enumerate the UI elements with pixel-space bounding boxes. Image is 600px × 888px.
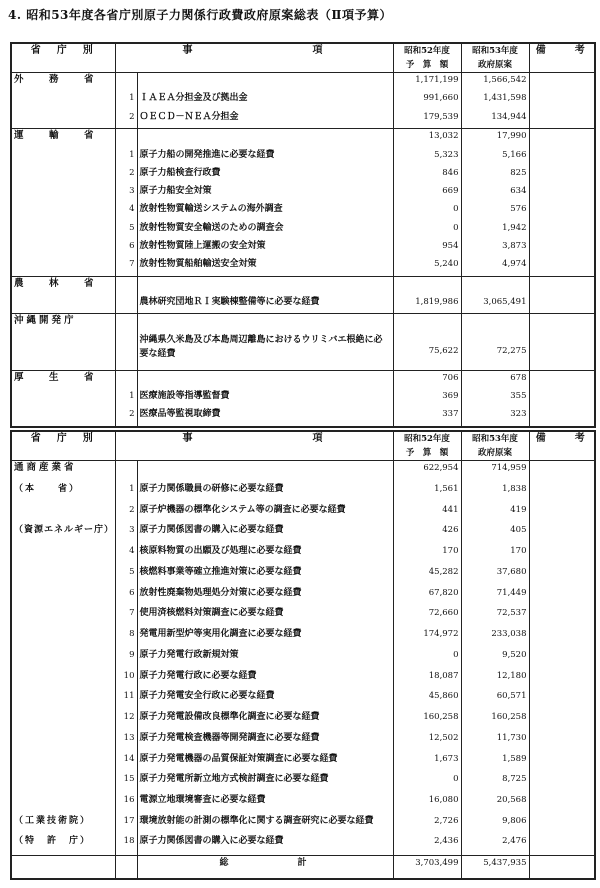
item-no: 5: [115, 565, 137, 586]
item-name: 原子力関係図書の購入に必要な経費: [137, 523, 393, 544]
item-y52: 991,660: [393, 91, 461, 109]
header-ministry: 省 庁 別: [11, 43, 115, 73]
item-name: 放射性物質安全輸送のための調査会: [137, 221, 393, 239]
table-row: [11, 148, 595, 166]
item-y53: 20,568: [461, 793, 529, 814]
table-row: [11, 710, 595, 731]
item-y52: 369: [393, 389, 461, 407]
item-no: 17: [115, 814, 137, 835]
item-name: 農林研究団地ＲＩ実験棟整備等に必要な経費: [137, 295, 393, 314]
table-row: [11, 407, 595, 427]
item-y52: 426: [393, 523, 461, 544]
ministry-label: 厚 生 省: [11, 370, 115, 389]
item-no: 2: [115, 110, 137, 129]
item-no: 2: [115, 407, 137, 427]
section-total-row: [11, 461, 595, 482]
total-y53: 678: [461, 370, 529, 389]
item-y53: 5,166: [461, 148, 529, 166]
item-name: 原子炉機器の標準化システム等の調査に必要な経費: [137, 503, 393, 524]
table-row: [11, 731, 595, 752]
item-y52: 441: [393, 503, 461, 524]
item-y52: 669: [393, 184, 461, 202]
header-ministry: 省 庁 別: [11, 431, 115, 461]
item-y52: 2,436: [393, 834, 461, 855]
table-row: [11, 239, 595, 257]
item-name: 沖縄県久米島及び本島周辺離島におけるウリミバエ根絶に必要な経費: [137, 333, 393, 370]
header-notes: 備 考: [529, 431, 595, 461]
total-y52: 706: [393, 370, 461, 389]
section-total-row: [11, 276, 595, 295]
item-no: 14: [115, 752, 137, 773]
table-row: [11, 257, 595, 276]
item-y53: 634: [461, 184, 529, 202]
total-y52: 622,954: [393, 461, 461, 482]
item-name: 環境放射能の計測の標準化に関する調査研究に必要な経費: [137, 814, 393, 835]
item-name: 原子力発電安全行政に必要な経費: [137, 689, 393, 710]
item-name: 原子力発電所新立地方式検討調査に必要な経費: [137, 772, 393, 793]
item-y53: 323: [461, 407, 529, 427]
item-no: 12: [115, 710, 137, 731]
page-title: 4. 昭和53年度各省庁別原子力関係行政費政府原案総表（Ⅱ項予算）: [8, 8, 393, 22]
item-name: ＯＥＣＤ－ＮＥＡ分担金: [137, 110, 393, 129]
total-y53: 714,959: [461, 461, 529, 482]
item-y53: 355: [461, 389, 529, 407]
item-no: 7: [115, 257, 137, 276]
table-row: [11, 669, 595, 690]
item-y52: 170: [393, 544, 461, 565]
item-y53: 1,589: [461, 752, 529, 773]
item-y52: 45,860: [393, 689, 461, 710]
item-no: 13: [115, 731, 137, 752]
ministry-label: 運 輸 省: [11, 129, 115, 148]
grand-total-label: 総 計: [137, 856, 393, 879]
ministry-label: 沖縄開発庁: [11, 314, 115, 333]
ministry-label: 農 林 省: [11, 276, 115, 295]
item-y53: 8,725: [461, 772, 529, 793]
item-name: 放射性廃棄物処理処分対策に必要な経費: [137, 586, 393, 607]
item-y53: 134,944: [461, 110, 529, 129]
item-y53: 37,680: [461, 565, 529, 586]
item-name: 原子力発電行政新規対策: [137, 648, 393, 669]
item-y53: 72,275: [461, 333, 529, 370]
table-row: [11, 565, 595, 586]
item-no: 15: [115, 772, 137, 793]
item-name: 電源立地環境審査に必要な経費: [137, 793, 393, 814]
item-name: 原子力関係職員の研修に必要な経費: [137, 482, 393, 503]
item-name: 医療品等監視取締費: [137, 407, 393, 427]
table-row: [11, 503, 595, 524]
item-name: 放射性物質陸上運搬の安全対策: [137, 239, 393, 257]
item-no: 10: [115, 669, 137, 690]
item-no: 5: [115, 221, 137, 239]
sub-label-shigen: （資源エネルギー庁）: [11, 523, 115, 564]
item-no: 1: [115, 91, 137, 109]
item-y53: 72,537: [461, 606, 529, 627]
table-row: [11, 793, 595, 814]
total-y53: 1,566,542: [461, 73, 529, 92]
item-no: 4: [115, 202, 137, 220]
item-y53: 1,431,598: [461, 91, 529, 109]
table-row: [11, 295, 595, 314]
item-no: 7: [115, 606, 137, 627]
item-no: 4: [115, 544, 137, 565]
item-no: 1: [115, 148, 137, 166]
item-y52: 1,673: [393, 752, 461, 773]
item-y53: 9,806: [461, 814, 529, 835]
table-row: [11, 333, 595, 370]
header-item: 事 項: [115, 431, 393, 461]
item-no: 9: [115, 648, 137, 669]
ministry-label: 外 務 省: [11, 73, 115, 92]
ministry-label: 通商産業省: [11, 461, 115, 482]
table-row: [11, 221, 595, 239]
item-name: 原子力関係図書の購入に必要な経費: [137, 834, 393, 855]
item-y53: 4,974: [461, 257, 529, 276]
item-name: 放射性物質船舶輸送安全対策: [137, 257, 393, 276]
item-y52: 1,819,986: [393, 295, 461, 314]
item-name: 医療施設等指導監督費: [137, 389, 393, 407]
item-y52: 160,258: [393, 710, 461, 731]
section-total-row: [11, 314, 595, 333]
item-name: 原子力船検査行政費: [137, 166, 393, 184]
section-total-row: [11, 73, 595, 92]
item-y53: 170: [461, 544, 529, 565]
item-no: 18: [115, 834, 137, 855]
item-y52: 45,282: [393, 565, 461, 586]
item-y53: 9,520: [461, 648, 529, 669]
table-row: [11, 606, 595, 627]
table-row: [11, 752, 595, 773]
item-y53: 419: [461, 503, 529, 524]
item-no: 6: [115, 239, 137, 257]
item-y52: 0: [393, 772, 461, 793]
budget-table-part2: [10, 430, 596, 880]
sub-label-kogyo: （工業技術院）: [11, 814, 115, 835]
item-y53: 825: [461, 166, 529, 184]
item-name: 原子力発電検査機器等開発調査に必要な経費: [137, 731, 393, 752]
sub-label-honsho: （本 省）: [11, 482, 115, 503]
item-name: 原子力発電行政に必要な経費: [137, 669, 393, 690]
item-name: 発電用新型炉等実用化調査に必要な経費: [137, 627, 393, 648]
item-y52: 5,240: [393, 257, 461, 276]
item-y53: 3,873: [461, 239, 529, 257]
header-row: [11, 431, 595, 461]
table-row: [11, 586, 595, 607]
item-y53: 405: [461, 523, 529, 544]
header-item: 事 項: [115, 43, 393, 73]
table-row: [11, 482, 595, 503]
sub-label-tokkyo: （特 許 庁）: [11, 834, 115, 855]
item-y52: 0: [393, 221, 461, 239]
item-y52: 75,622: [393, 333, 461, 370]
item-name: 原子力船安全対策: [137, 184, 393, 202]
item-y52: 2,726: [393, 814, 461, 835]
item-y52: 337: [393, 407, 461, 427]
item-no: 1: [115, 482, 137, 503]
table-row: [11, 689, 595, 710]
item-y53: 1,838: [461, 482, 529, 503]
item-y53: 12,180: [461, 669, 529, 690]
item-name: ＩＡＥＡ分担金及び拠出金: [137, 91, 393, 109]
grand-total-y52: 3,703,499: [393, 856, 461, 879]
table-row: [11, 184, 595, 202]
item-y52: 18,087: [393, 669, 461, 690]
table-row: [11, 627, 595, 648]
item-y52: 179,539: [393, 110, 461, 129]
item-no: 2: [115, 503, 137, 524]
item-no: 1: [115, 389, 137, 407]
item-name: 放射性物質輸送システムの海外調査: [137, 202, 393, 220]
section-total-row: [11, 370, 595, 389]
header-y53: 昭和53年度 政府原案: [461, 431, 529, 461]
budget-table-part1: [10, 42, 596, 428]
item-y53: 11,730: [461, 731, 529, 752]
section-total-row: [11, 129, 595, 148]
item-name: 核原料物質の出願及び処理に必要な経費: [137, 544, 393, 565]
item-y52: 12,502: [393, 731, 461, 752]
item-y52: 0: [393, 648, 461, 669]
item-name: 原子力発電機器の品質保証対策調査に必要な経費: [137, 752, 393, 773]
item-y53: 576: [461, 202, 529, 220]
table-row: [11, 523, 595, 544]
table-row: [11, 202, 595, 220]
table-row: [11, 648, 595, 669]
item-y52: 67,820: [393, 586, 461, 607]
header-row: [11, 43, 595, 73]
item-no: 3: [115, 184, 137, 202]
item-y52: 846: [393, 166, 461, 184]
item-y52: 1,561: [393, 482, 461, 503]
header-y53: 昭和53年度 政府原案: [461, 43, 529, 73]
item-y53: 60,571: [461, 689, 529, 710]
item-y53: 160,258: [461, 710, 529, 731]
table-row: [11, 166, 595, 184]
table-row: [11, 389, 595, 407]
table-row: [11, 814, 595, 835]
item-y53: 1,942: [461, 221, 529, 239]
total-y53: 17,990: [461, 129, 529, 148]
item-no: 16: [115, 793, 137, 814]
item-y52: 954: [393, 239, 461, 257]
item-y52: 5,323: [393, 148, 461, 166]
grand-total-y53: 5,437,935: [461, 856, 529, 879]
item-y52: 0: [393, 202, 461, 220]
item-y52: 174,972: [393, 627, 461, 648]
item-no: 2: [115, 166, 137, 184]
item-name: 核燃料事業等確立推進対策に必要な経費: [137, 565, 393, 586]
item-no: 8: [115, 627, 137, 648]
total-y52: 1,171,199: [393, 73, 461, 92]
table-row: [11, 772, 595, 793]
header-y52: 昭和52年度 予 算 額: [393, 431, 461, 461]
table-row: [11, 91, 595, 109]
item-name: 使用済核燃料対策調査に必要な経費: [137, 606, 393, 627]
item-no: 3: [115, 523, 137, 544]
header-y52: 昭和52年度 予 算 額: [393, 43, 461, 73]
item-y52: 72,660: [393, 606, 461, 627]
item-y53: 71,449: [461, 586, 529, 607]
item-no: 6: [115, 586, 137, 607]
grand-total-row: [11, 856, 595, 879]
table-row: [11, 834, 595, 855]
item-no: 11: [115, 689, 137, 710]
item-name: 原子力船の開発推進に必要な経費: [137, 148, 393, 166]
item-y53: 2,476: [461, 834, 529, 855]
item-y53: 233,038: [461, 627, 529, 648]
item-y53: 3,065,491: [461, 295, 529, 314]
header-notes: 備 考: [529, 43, 595, 73]
table-row: [11, 110, 595, 129]
item-name: 原子力発電設備改良標準化調査に必要な経費: [137, 710, 393, 731]
total-y52: 13,032: [393, 129, 461, 148]
item-y52: 16,080: [393, 793, 461, 814]
